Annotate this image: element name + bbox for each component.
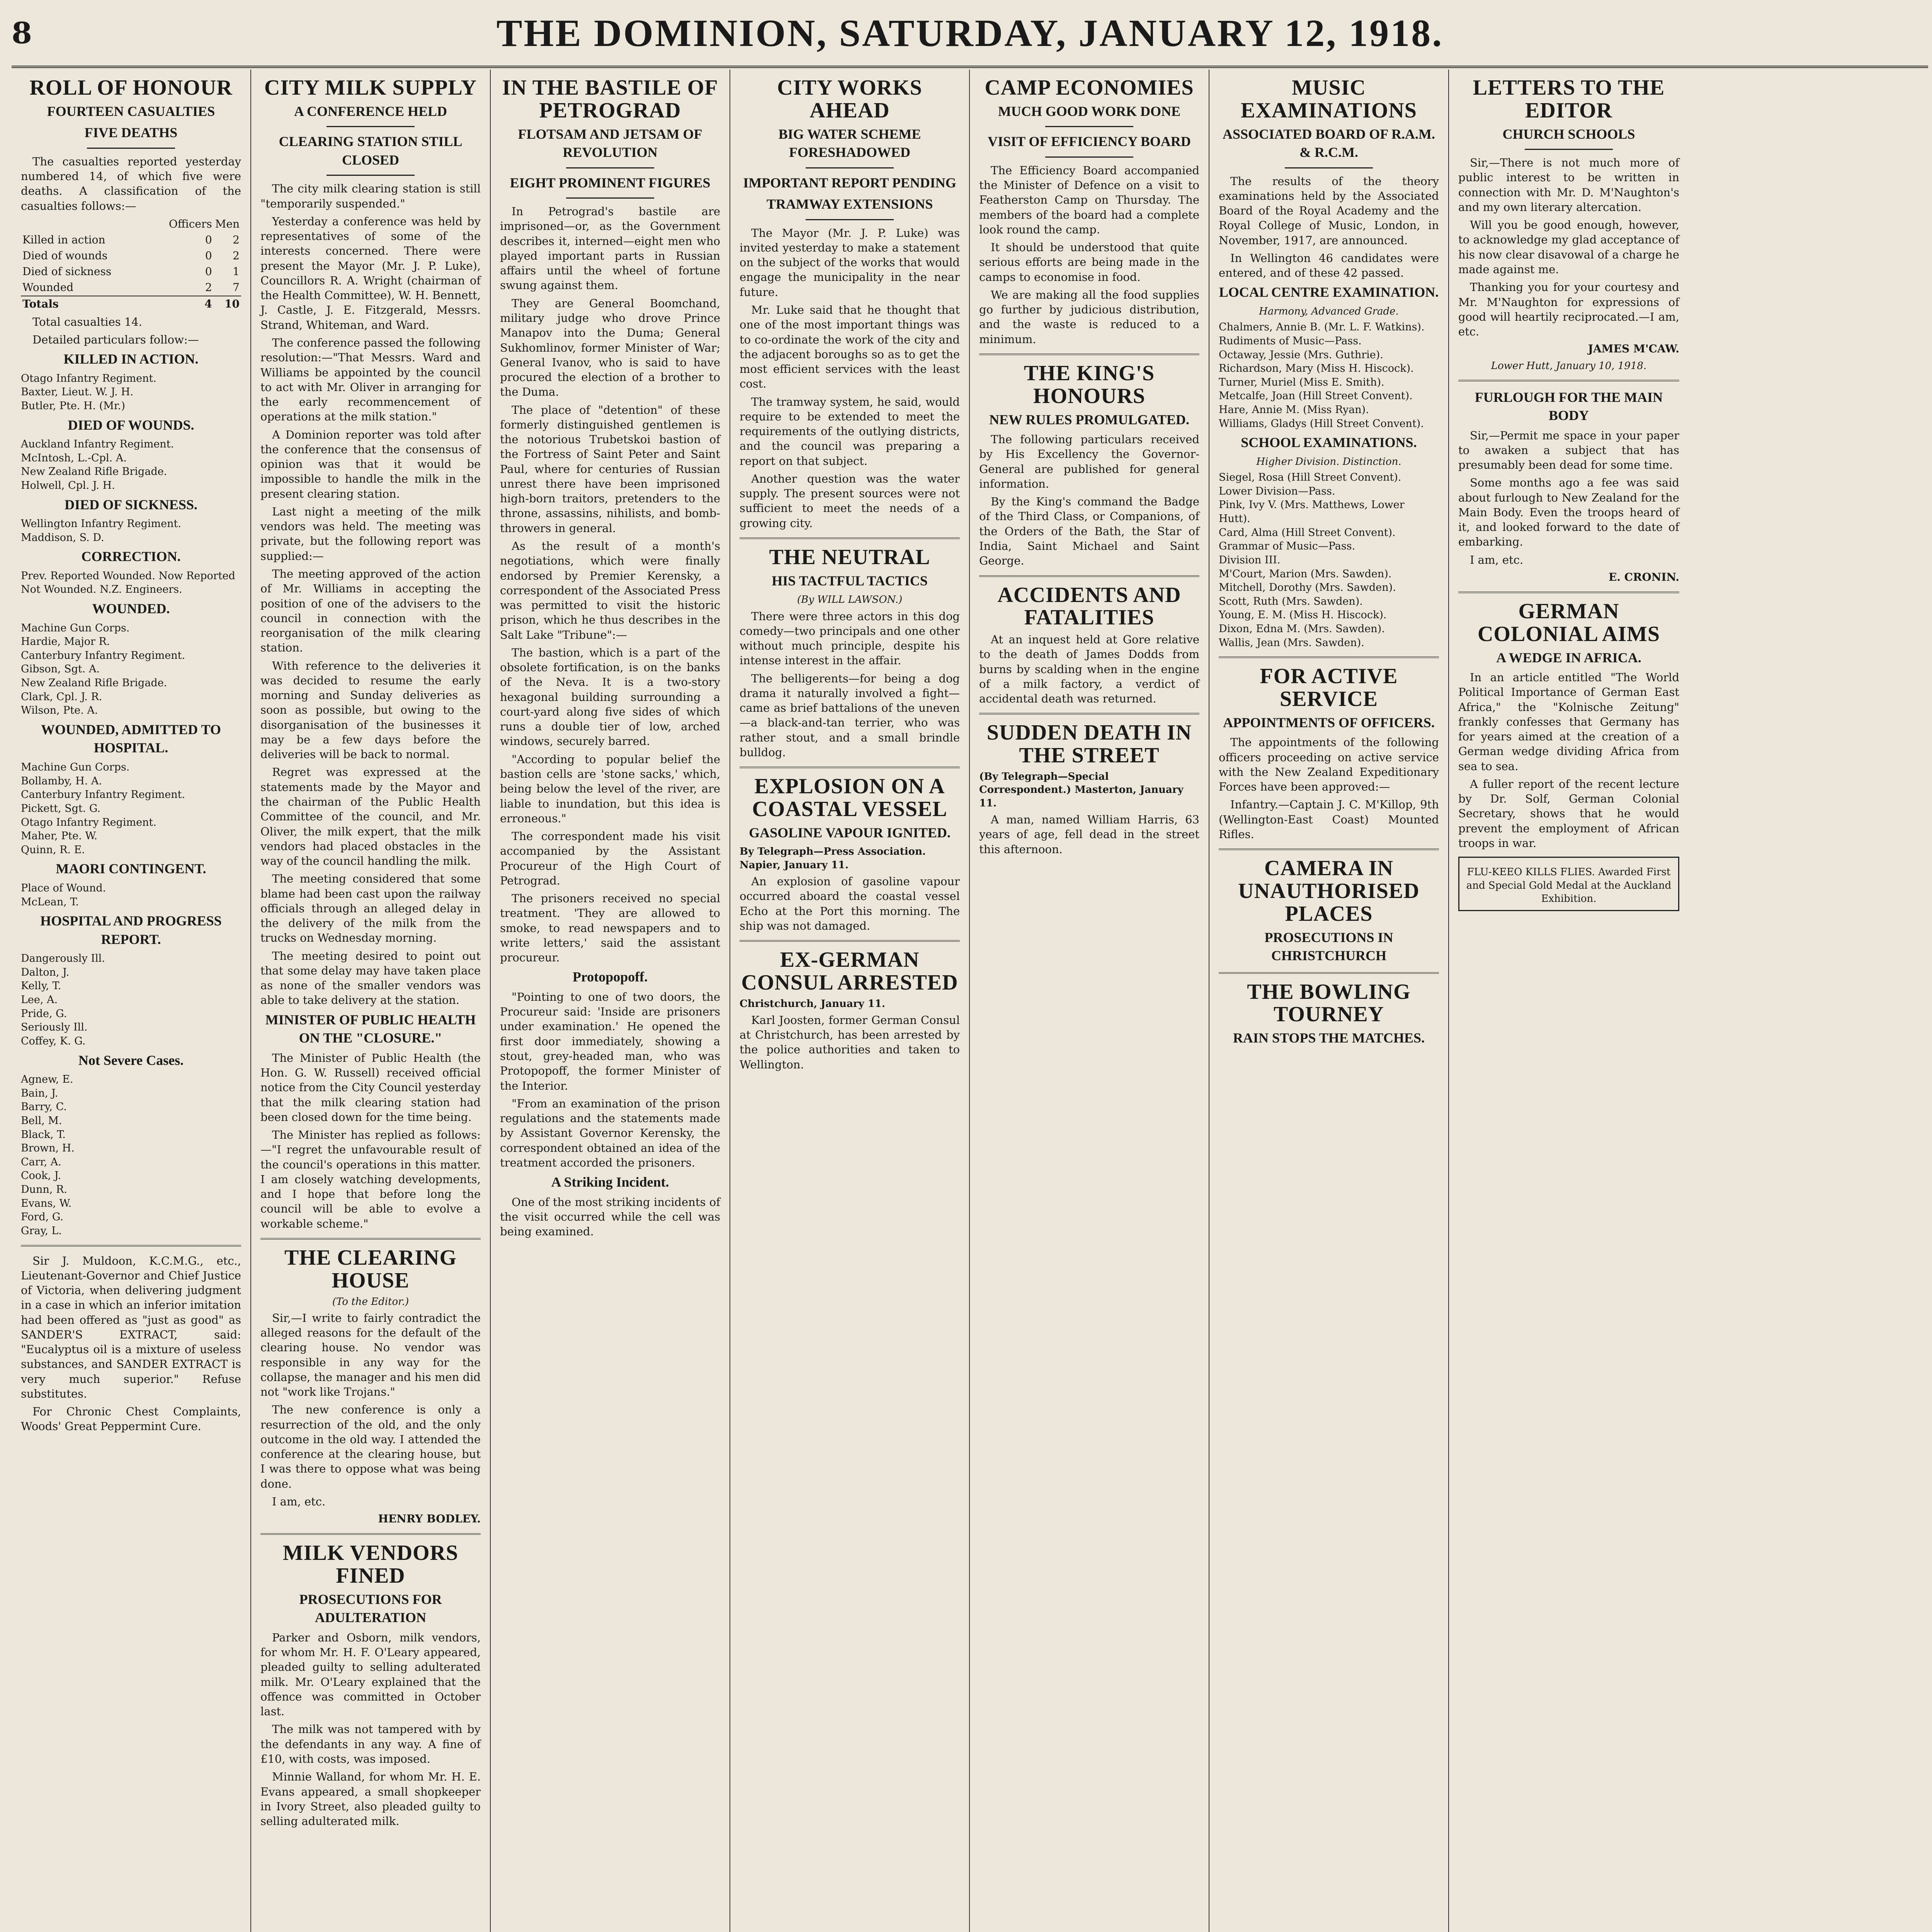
table-row: Died of sickness 0 1 [22,265,240,278]
section-entries: Auckland Infantry Regiment. McIntosh, L.-Cpl. A. New Zealand Rifle Brigade. Holwell, Cpl. J. H. [21,438,174,492]
subheadline: TRAMWAY EXTENSIONS [766,196,933,212]
subheadline: IMPORTANT REPORT PENDING [743,175,956,190]
article-paragraph: Thanking you for your courtesy and Mr. M'Naughton for expressions of good will heartily reciprocated.—I am, etc. [1458,281,1679,338]
dateline: (By Telegraph—Special Correspondent.) Masterton, January 11. [979,771,1184,809]
article-paragraph: I am, etc. [1470,553,1524,566]
results-list [1219,471,1439,650]
article-paragraph: The new conference is only a resurrection of the old, and the only outcome in the old way. I attended the conference at the clearing house, but I was there to oppose what was being done. [260,1403,481,1490]
advertisement: Sir J. Muldoon, K.C.M.G., etc., Lieutenant-Governor and Chief Justice of Victoria, when delivering judgment in a case in which an inferior imitation had been offered as "just as good" as SANDER'S EXTRACT, said: "Eucalyptus oil is a mixture of useless substances, and SANDER EXTRACT is very much superior." Refuse substitutes. [21,1254,241,1400]
list-item: Turner, Muriel (Miss E. Smith). [1219,376,1384,388]
subheadline: ASSOCIATED BOARD OF R.A.M. & R.C.M. [1222,126,1435,160]
article-paragraph: The milk was not tampered with by the defendants in any way. A fine of £10, with costs, was imposed. [260,1723,481,1765]
section-title: CORRECTION. [81,549,181,565]
subheadline: FIVE DEATHS [84,125,178,141]
article-paragraph: The bastion, which is a part of the obsolete fortification, is on the banks of the Neva. It is a two-story hexagonal building surrounding a court-yard along five sides of which runs a double tier of low, arched windows, securely barred. [500,646,720,748]
subheadline: BIG WATER SCHEME FORESHADOWED [778,126,921,160]
list-item: Hare, Annie M. (Miss Ryan). [1219,404,1369,416]
article-paragraph: The conference passed the following resolution:—"That Messrs. Ward and Williams be appointed by the council to act with Mr. Oliver in arranging for the early recommencement of operations at the milk station." [260,336,481,423]
article-paragraph: In Petrograd's bastile are imprisoned—or, as the Government describes it, interned—eight men who played important parts in Russian affairs until the wheel of fortune swung against them. [500,205,720,292]
section-entries: Agnew, E. Bain, J. Barry, C. Bell, M. Black, T. Brown, H. Carr, A. Cook, J. Dunn, R. Evans, W. Ford, G. Gray, L. [21,1073,75,1237]
column-letters [1449,70,1689,1932]
signature: E. CRONIN. [1608,570,1679,583]
article-paragraph: There were three actors in this dog comedy—two principals and one other without much principle, despite his intense interest in the affair. [740,609,960,667]
subheadline: HIS TACTFUL TACTICS [772,573,928,588]
article-paragraph: The Minister has replied as follows:—"I regret the unfavourable result of the council's operations in this matter. I am closely watching developments, and I hope that before long the council will be able to evolve a workable scheme." [260,1128,481,1230]
section-entries: Prev. Reported Wounded. Now Reported Not Wounded. N.Z. Engineers. [21,570,235,596]
article-paragraph: The prisoners received no special treatment. 'They are allowed to smoke, to read newspapers and to write letters,' said the assistant procureur. [500,892,720,964]
table-header: Officers [168,217,212,230]
list-item: Scott, Ruth (Mrs. Sawden). [1219,595,1363,607]
article-paragraph: Yesterday a conference was held by representatives of some of the interests concerned. There were present the Mayor (Mr. J. P. Luke), Councillors R. A. Wright (chairman of the Health Committee), W. H. Bennett, J. Castle, J. E. Fitzgerald, Messrs. Strand, Whiteman, and Ward. [260,214,481,332]
headline: CITY MILK SUPPLY [264,76,477,100]
table-row: Died of wounds 0 2 [22,249,240,262]
list-item: Wallis, Jean (Mrs. Sawden). [1219,636,1364,649]
article-paragraph: The Mayor (Mr. J. P. Luke) was invited yesterday to make a statement on the subject of the works that would engage the municipality in the near future. [740,226,960,299]
article-paragraph: An explosion of gasoline vapour occurred aboard the coastal vessel Echo at the Port this morning. The ship was not damaged. [740,874,960,932]
subheadline: PROSECUTIONS FOR ADULTERATION [299,1591,442,1626]
list-title: Higher Division. Distinction. [1256,456,1401,468]
column-city-milk-supply [251,70,491,1932]
article-paragraph: A Dominion reporter was told after the conference that the consensus of opinion was that it would be impossible to handle the milk in the present clearing station. [260,428,481,500]
headline: MILK VENDORS FINED [282,1541,459,1588]
subheadline: LOCAL CENTRE EXAMINATION. [1219,284,1439,300]
headline: CAMERA IN UNAUTHORISED PLACES [1238,856,1420,926]
subheadline: EIGHT PROMINENT FIGURES [510,175,711,190]
article-paragraph: By the King's command the Badge of the Third Class, or Companions, of the Orders of the Bath, the Star of India, Saint Michael and Saint George. [979,495,1199,568]
headline: THE CLEARING HOUSE [284,1245,457,1293]
article-paragraph: With reference to the deliveries it was decided to resume the early morning and Sunday deliveries as soon as possible, but owing to the disorganisation of the businesses it may be a few days before the deliveries will be back to normal. [260,659,481,761]
article-paragraph: A fuller report of the recent lecture by Dr. Solf, German Colonial Secretary, shows that he would prevent the employment of African troops in war. [1458,777,1679,850]
article-paragraph: They are General Boomchand, military judge who drove Prince Manapov into the Duma; General Sukhomlinov, former Minister of War; General Ivanov, who is said to have procured the election of a brother to the Duma. [500,296,720,399]
article-paragraph: Last night a meeting of the milk vendors was held. The meeting was private, but the following report was supplied:— [260,505,481,563]
advertisement: For Chronic Chest Complaints, Woods' Great Peppermint Cure. [21,1405,241,1433]
article-paragraph: Will you be good enough, however, to acknowledge my glad acceptance of his now clear disavowal of a charge he made against me. [1458,218,1679,276]
article-paragraph: The place of "detention" of these formerly distinguished gentlemen is the notorious Trubetskoi bastion of the Fortress of Saint Peter and Saint Paul, where for centuries of Russian unrest there have been imprisoned high-born traitors, pretenders to the throne, assassins, nihilists, and bomb-throwers in general. [500,403,720,535]
article-paragraph: In Wellington 46 candidates were entered, and of these 42 passed. [1219,251,1439,280]
subheadline: FURLOUGH FOR THE MAIN BODY [1475,389,1663,423]
list-item: Chalmers, Annie B. (Mr. L. F. Watkins). [1219,321,1425,333]
list-item: Octaway, Jessie (Mrs. Guthrie). [1219,349,1383,361]
article-paragraph: In an article entitled "The World Political Importance of German East Africa," the "Kolnische Zeitung" frankly confesses that Germany has for years aimed at the creation of a German wedge dividing Africa from sea to sea. [1458,671,1679,773]
headline: CITY WORKS AHEAD [777,76,922,122]
article-paragraph: Another question was the water supply. The present sources were not sufficient to meet the needs of a growing city. [740,472,960,530]
dateline: By Telegraph—Press Association. Napier, January 11. [740,846,926,871]
article-paragraph: Mr. Luke said that he thought that one of the most important things was to co-ordinate the work of the city and the adjacent boroughs so as to get the most efficient services with the least cost. [740,303,960,391]
headline: CAMP ECONOMIES [985,76,1194,100]
list-title: Harmony, Advanced Grade. [1259,306,1399,317]
headline: GERMAN COLONIAL AIMS [1478,599,1660,646]
columns-container [12,70,1928,1932]
article-paragraph: Sir,—Permit me space in your paper to awaken a subject that has presumably been dead for some time. [1458,429,1679,472]
headline: MUSIC EXAMINATIONS [1241,76,1417,122]
signature-place: Lower Hutt, January 10, 1918. [1491,360,1647,372]
article-paragraph: The appointments of the following officers proceeding on active service with the New Zealand Expeditionary Forces have been approved:— [1219,736,1439,794]
article-paragraph: The following particulars received by His Excellency the Governor-General are published for general information. [979,433,1199,490]
article-paragraph: Infantry.—Captain J. C. M'Killop, 9th (Wellington-East Coast) Mounted Rifles. [1219,798,1439,841]
article-paragraph: The Minister of Public Health (the Hon. G. W. Russell) received official notice from the City Council yesterday that the milk clearing station had been closed down for the time being. [260,1051,481,1124]
list-item: Pink, Ivy V. (Mrs. Matthews, Lower Hutt). [1219,499,1405,525]
section-entries: Dangerously Ill. Dalton, J. Kelly, T. Lee, A. Pride, G. Seriously Ill. Coffey, K. G. [21,952,105,1047]
page-title: THE DOMINION, SATURDAY, JANUARY 12, 1918. [496,11,1444,54]
article-paragraph: A man, named William Harris, 63 years of age, fell dead in the street this afternoon. [979,813,1199,856]
article-paragraph: As the result of a month's negotiations, which were finally endorsed by Premier Kerensky, a correspondent of the Associated Press was permitted to visit the historic prison, which he thus describes in the Salt Lake "Tribune":— [500,539,720,641]
article-paragraph: The meeting approved of the action of Mr. Williams in accepting the position of one of the advisers to the council in connection with the reorganisation of the milk clearing station. [260,567,481,655]
column-music-examinations [1209,70,1449,1932]
subheadline: A Striking Incident. [551,1174,669,1190]
table-total-row: Totals 4 10 [21,296,241,312]
section-title: DIED OF SICKNESS. [65,497,197,512]
headline: LETTERS TO THE EDITOR [1473,76,1665,122]
article-paragraph: "Pointing to one of two doors, the Procureur said: 'Inside are prisoners under examination.' He opened the first door immediately, showing a stout, grey-headed man, who was Protopopoff, the former Minister of the Interior. [500,990,720,1092]
column-roll-of-honour [12,70,251,1932]
dateline: Christchurch, January 11. [740,998,885,1010]
signature: HENRY BODLEY. [378,1512,481,1526]
headline: ACCIDENTS AND FATALITIES [997,583,1181,630]
section-entries: Wellington Infantry Regiment. Maddison, S. D. [21,518,181,544]
section-title: MAORI CONTINGENT. [56,861,206,877]
section-entries: Otago Infantry Regiment. Baxter, Lieut. W. J. H. Butler, Pte. H. (Mr.) [21,372,156,412]
subheadline: VISIT OF EFFICIENCY BOARD [988,134,1191,150]
article-paragraph: Minnie Walland, for whom Mr. H. E. Evans appeared, a small shopkeeper in Ivory Street, also pleaded guilty to selling adulterated milk. [260,1770,481,1828]
list-item: Dixon, Edna M. (Mrs. Sawden). [1219,623,1385,635]
list-item: Williams, Gladys (Hill Street Convent). [1219,417,1424,430]
list-item: Richardson, Mary (Miss H. Hiscock). [1219,362,1414,375]
article-paragraph: The casualties reported yesterday numbered 14, of which five were deaths. A classification of the casualties follows:— [21,155,241,213]
section-entries: Place of Wound. McLean, T. [21,882,106,908]
subheadline: FOURTEEN CASUALTIES [47,103,215,119]
article-paragraph: Sir,—I write to fairly contradict the alleged reasons for the default of the clearing house. No vendor was responsible in any way for the collapse, the manager and his men did not "work like Trojans." [260,1311,481,1399]
column-camp-economies [970,70,1209,1932]
subheadline: A WEDGE IN AFRICA. [1496,650,1641,665]
byline: (By WILL LAWSON.) [797,594,903,606]
article-paragraph: Total casualties 14. [32,315,142,328]
article-paragraph: Some months ago a fee was said about furlough to New Zealand for the Main Body. Even the troops heard of it, and looked forward to the date of embarking. [1458,476,1679,549]
section-title: HOSPITAL AND PROGRESS REPORT. [40,913,222,947]
article-paragraph: It should be understood that quite serious efforts are being made in the camps to economise in food. [979,241,1199,284]
list-item: Division III. [1219,554,1281,566]
list-item: M'Court, Marion (Mrs. Sawden). [1219,568,1392,580]
headline: EXPLOSION ON A COASTAL VESSEL [752,774,947,821]
section-title: KILLED IN ACTION. [63,351,199,367]
headline: ROLL OF HONOUR [29,76,233,100]
section-title: Not Severe Cases. [78,1052,184,1068]
section-entries: Machine Gun Corps. Hardie, Major R. Canterbury Infantry Regiment. Gibson, Sgt. A. New Zealand Rifle Brigade. Clark, Cpl. J. R. Wilson, Pte. A. [21,622,185,717]
subheadline: GASOLINE VAPOUR IGNITED. [749,825,951,840]
list-item: Card, Alma (Hill Street Convent). [1219,526,1396,539]
list-item: Metcalfe, Joan (Hill Street Convent). [1219,390,1413,402]
article-paragraph: The belligerents—for being a dog drama it naturally involved a fight—came as brief battalions of the uneven—a black-and-tan terrier, who was rather stout, and a small brindle bulldog. [740,672,960,759]
article-paragraph: The meeting considered that some blame had been cast upon the railway officials through an alleged delay in the delivery of the milk from the trucks on Wednesday morning. [260,872,481,945]
article-paragraph: I am, etc. [272,1495,326,1508]
table-header-row [21,216,241,232]
list-item: Lower Division—Pass. [1219,485,1335,497]
table-row: Killed in action 0 2 [22,233,240,246]
subheadline: PROSECUTIONS IN CHRISTCHURCH [1264,929,1393,964]
casualty-table [21,216,241,312]
subheadline: A CONFERENCE HELD [294,103,447,119]
subheadline: APPOINTMENTS OF OFFICERS. [1223,714,1435,730]
article-paragraph: "From an examination of the prison regulations and the statements made by Assistant Governor Kerensky, the correspondent obtained an idea of the treatment accorded the prisoners. [500,1097,720,1169]
article-paragraph: Regret was expressed at the statements made by the Mayor and the chairman of the Public Health Committee of the council, and Mr. Oliver, the milk expert, that the milk vendors had placed obstacles in the way of the council handling the milk. [260,765,481,868]
headline: EX-GERMAN CONSUL ARRESTED [741,948,958,995]
table-header: Men [215,217,240,230]
section-title: WOUNDED, ADMITTED TO HOSPITAL. [41,721,221,756]
subheadline: CLEARING STATION STILL CLOSED [279,134,463,168]
column-bastile-petrograd [491,70,730,1932]
subheadline: SCHOOL EXAMINATIONS. [1241,435,1417,451]
article-paragraph: At an inquest held at Gore relative to the death of James Dodds from burns by scalding when in the engine of a milk factory, a verdict of accidental death was returned. [979,633,1199,706]
subheadline: MUCH GOOD WORK DONE [998,103,1181,119]
article-paragraph: Karl Joosten, former German Consul at Christchurch, has been arrested by the police authorities and taken to Wellington. [740,1013,960,1071]
subheadline: FLOTSAM AND JETSAM OF REVOLUTION [518,126,702,160]
list-item: Rudiments of Music—Pass. [1219,335,1362,347]
subheadline: RAIN STOPS THE MATCHES. [1233,1030,1425,1046]
results-list [1219,320,1439,430]
article-paragraph: Detailed particulars follow:— [32,333,199,346]
byline: (To the Editor.) [332,1296,409,1308]
list-item: Mitchell, Dorothy (Mrs. Sawden). [1219,582,1396,594]
signature: JAMES M'CAW. [1588,342,1679,355]
article-paragraph: One of the most striking incidents of the visit occurred while the cell was being examined. [500,1195,720,1238]
headline: THE BOWLING TOURNEY [1247,980,1411,1027]
article-paragraph: "According to popular belief the bastion cells are 'stone sacks,' which, being below the level of the river, are liable to inundation, but this idea is erroneous." [500,752,720,825]
article-paragraph: The tramway system, he said, would require to be extended to meet the requirements of the outlying districts, and the council was preparing a report on that subject. [740,395,960,468]
column-city-works [730,70,970,1932]
article-paragraph: Parker and Osborn, milk vendors, for whom Mr. H. F. O'Leary appeared, pleaded guilty to selling adulterated milk. Mr. O'Leary explained that the offence was committed in October last. [260,1631,481,1718]
section-title: WOUNDED. [92,601,170,617]
subheadline: MINISTER OF PUBLIC HEALTH ON THE "CLOSURE." [265,1012,476,1046]
table-row: Wounded 2 7 [22,281,240,294]
article-paragraph: The Efficiency Board accompanied the Minister of Defence on a visit to Featherston Camp on Thursday. The members of the board had a complete look round the camp. [979,163,1199,236]
article-paragraph: The meeting desired to point out that some delay may have taken place as none of the smaller vendors was able to take delivery at the station. [260,949,481,1007]
section-title: DIED OF WOUNDS. [68,417,194,433]
page-number: 8 [12,15,32,50]
headline: SUDDEN DEATH IN THE STREET [986,721,1192,768]
article-paragraph: Sir,—There is not much more of public interest to be written in connection with Mr. D. M'Naughton's and my own literary altercation. [1458,156,1679,214]
article-paragraph: The correspondent made his visit accompanied by the Assistant Procureur of the High Court of Petrograd. [500,830,720,887]
section-entries: Machine Gun Corps. Bollamby, H. A. Canterbury Infantry Regiment. Pickett, Sgt. G. Otago Infantry Regiment. Maher, Pte. W. Quinn, R. E. [21,761,185,856]
list-item: Siegel, Rosa (Hill Street Convent). [1219,471,1401,484]
article-paragraph: The city milk clearing station is still "temporarily suspended." [260,182,481,210]
headline: THE NEUTRAL [769,545,930,569]
article-paragraph: The results of the theory examinations held by the Associated Board of the Royal Academy and the Royal College of Music, London, in November, 1917, are announced. [1219,174,1439,247]
headline: FOR ACTIVE SERVICE [1260,664,1398,711]
headline: THE KING'S HONOURS [1024,361,1155,408]
advertisement: FLU-KEEO KILLS FLIES. Awarded First and Special Gold Medal at the Auckland Exhibition. [1466,866,1672,905]
subheadline: CHURCH SCHOOLS [1502,126,1635,142]
headline: IN THE BASTILE OF PETROGRAD [502,76,718,122]
subheadline: NEW RULES PROMULGATED. [989,412,1189,427]
list-item: Grammar of Music—Pass. [1219,540,1355,553]
list-item: Young, E. M. (Miss H. Hiscock). [1219,609,1387,621]
article-paragraph: We are making all the food supplies go further by judicious distribution, and the waste is reduced to a minimum. [979,288,1199,346]
advertisement-box [1458,857,1679,911]
masthead [12,0,1928,68]
subheadline: Protopopoff. [572,969,648,985]
